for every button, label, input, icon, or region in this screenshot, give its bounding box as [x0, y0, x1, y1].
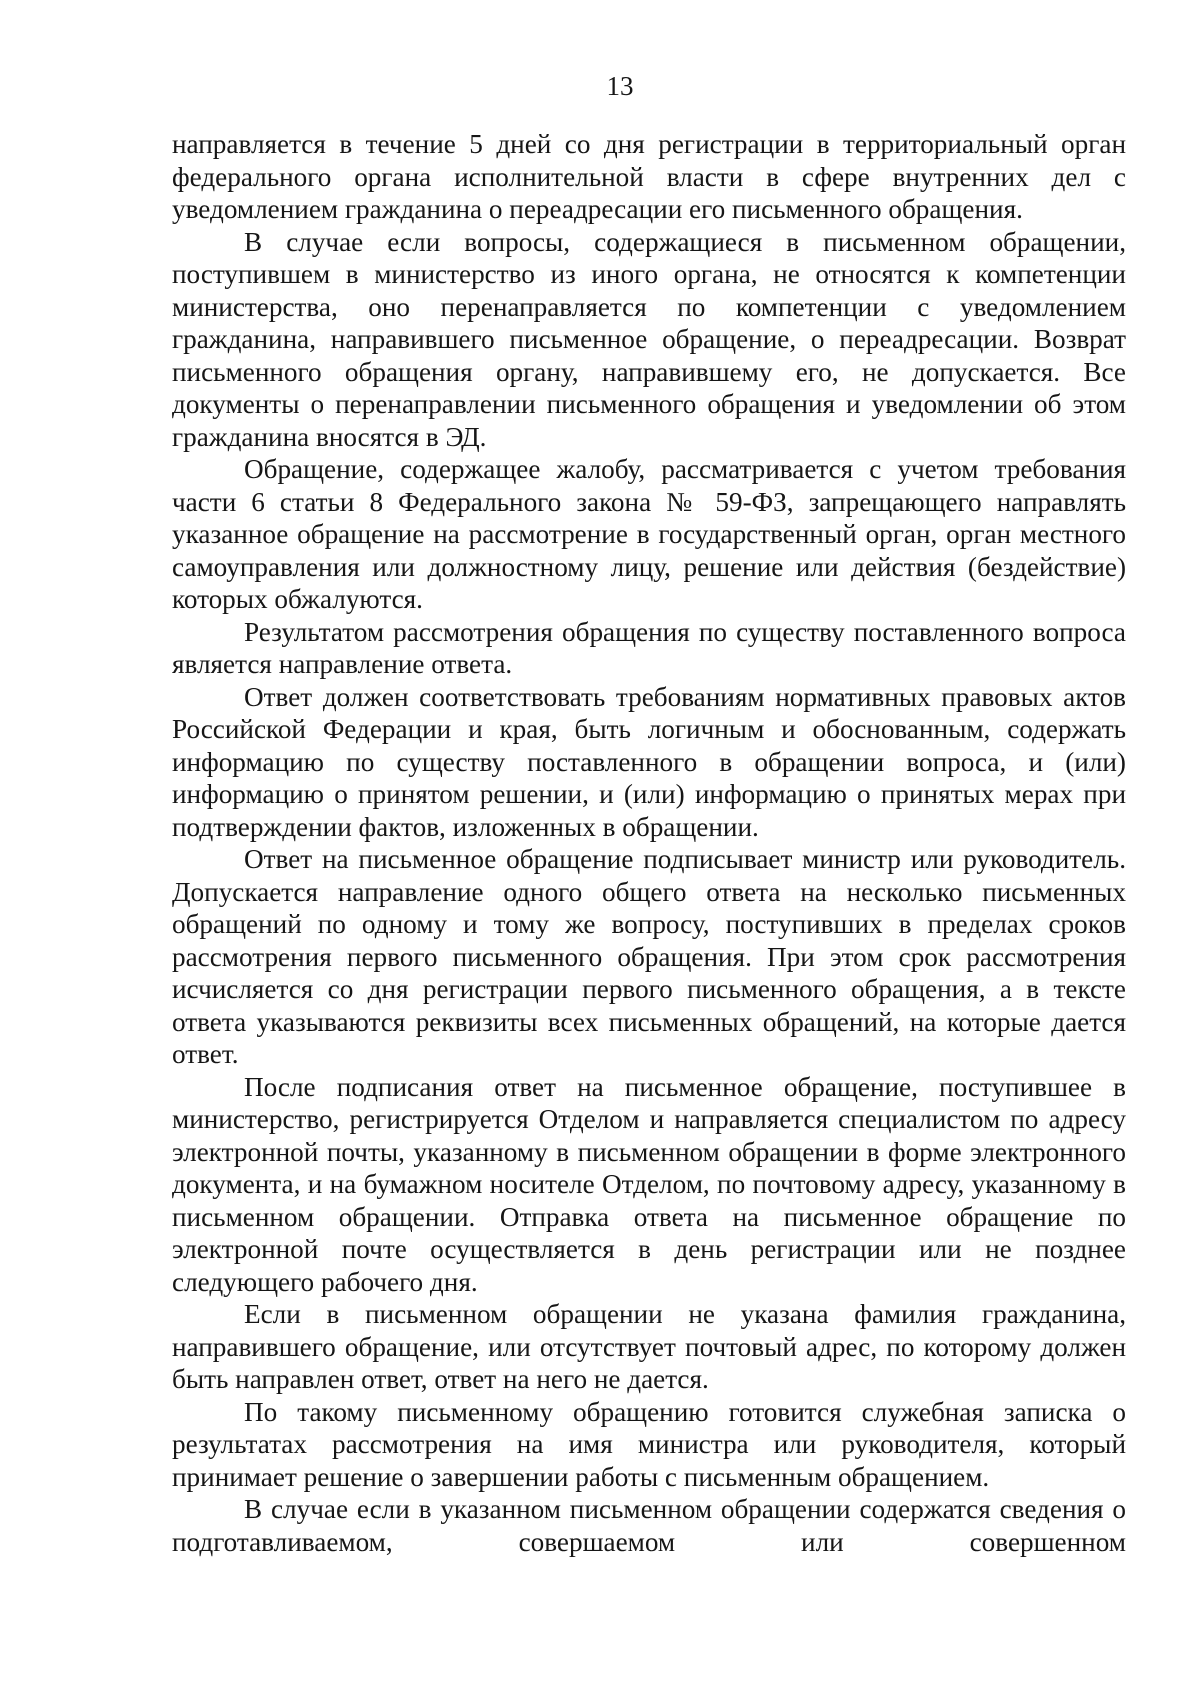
paragraph-8: Если в письменном обращении не указана фамилия гражданина, направившего обращение, или отсутствует почтовый адрес, по которому должен быть направлен ответ, ответ на него не дается. — [172, 1299, 1126, 1394]
paragraph-5: Ответ должен соответствовать требованиям нормативных правовых актов Российской Федерации и края, быть логичным и обоснованным, содержать информацию по существу поставленного в обращении вопроса, и (или) информацию о принятом решении, и (или) информацию о принятых мерах при подтверждении фактов, изложенных в обращении. — [172, 681, 1126, 842]
paragraph-4: Результатом рассмотрения обращения по существу поставленного вопроса является направление ответа. — [172, 616, 1126, 679]
paragraph-1: направляется в течение 5 дней со дня регистрации в территориальный орган федерального органа исполнительной власти в сфере внутренних дел с уведомлением гражданина о переадресации его письменного обращения. — [172, 129, 1126, 224]
paragraph-7: После подписания ответ на письменное обращение, поступившее в министерство, регистрируется Отделом и направляется специалистом по адресу электронной почты, указанному в письменном обращении в форме электронного документа, и на бумажном носителе Отделом, по почтовому адресу, указанному в письменном обращении. Отправка ответа на письменное обращение по электронной почте осуществляется в день регистрации или не позднее следующего рабочего дня. — [172, 1071, 1126, 1297]
page-number: 13 — [606, 71, 634, 101]
paragraph-6: Ответ на письменное обращение подписывает министр или руководитель. Допускается направление одного общего ответа на несколько письменных обращений по одному и тому же вопросу, поступивших в пределах сроков рассмотрения первого письменного обращения. При этом срок рассмотрения исчисляется со дня регистрации первого письменного обращения, а в тексте ответа указываются реквизиты всех письменных обращений, на которые дается ответ. — [172, 844, 1126, 1069]
document-body — [172, 128, 1126, 1558]
paragraph-10: В случае если в указанном письменном обращении содержатся сведения о подготавливаемом, совершаемом или совершенном — [172, 1494, 1126, 1557]
paragraph-9: По такому письменному обращению готовится служебная записка о результатах рассмотрения на имя министра или руководителя, который принимает решение о завершении работы с письменным обращением. — [172, 1396, 1126, 1492]
paragraph-3: Обращение, содержащее жалобу, рассматривается с учетом требования части 6 статьи 8 Федерального закона № 59-ФЗ, запрещающего направлять указанное обращение на рассмотрение в государственный орган, орган местного самоуправления или должностному лицу, решение или действия (бездействие) которых обжалуются. — [172, 454, 1126, 614]
paragraph-2: В случае если вопросы, содержащиеся в письменном обращении, поступившем в министерство из иного органа, не относятся к компетенции министерства, оно перенаправляется по компетенции с уведомлением гражданина, направившего письменное обращение, о переадресации. Возврат письменного обращения органу, направившему его, не допускается. Все документы о перенаправлении письменного обращения и уведомлении об этом гражданина вносятся в ЭД. — [172, 226, 1126, 452]
